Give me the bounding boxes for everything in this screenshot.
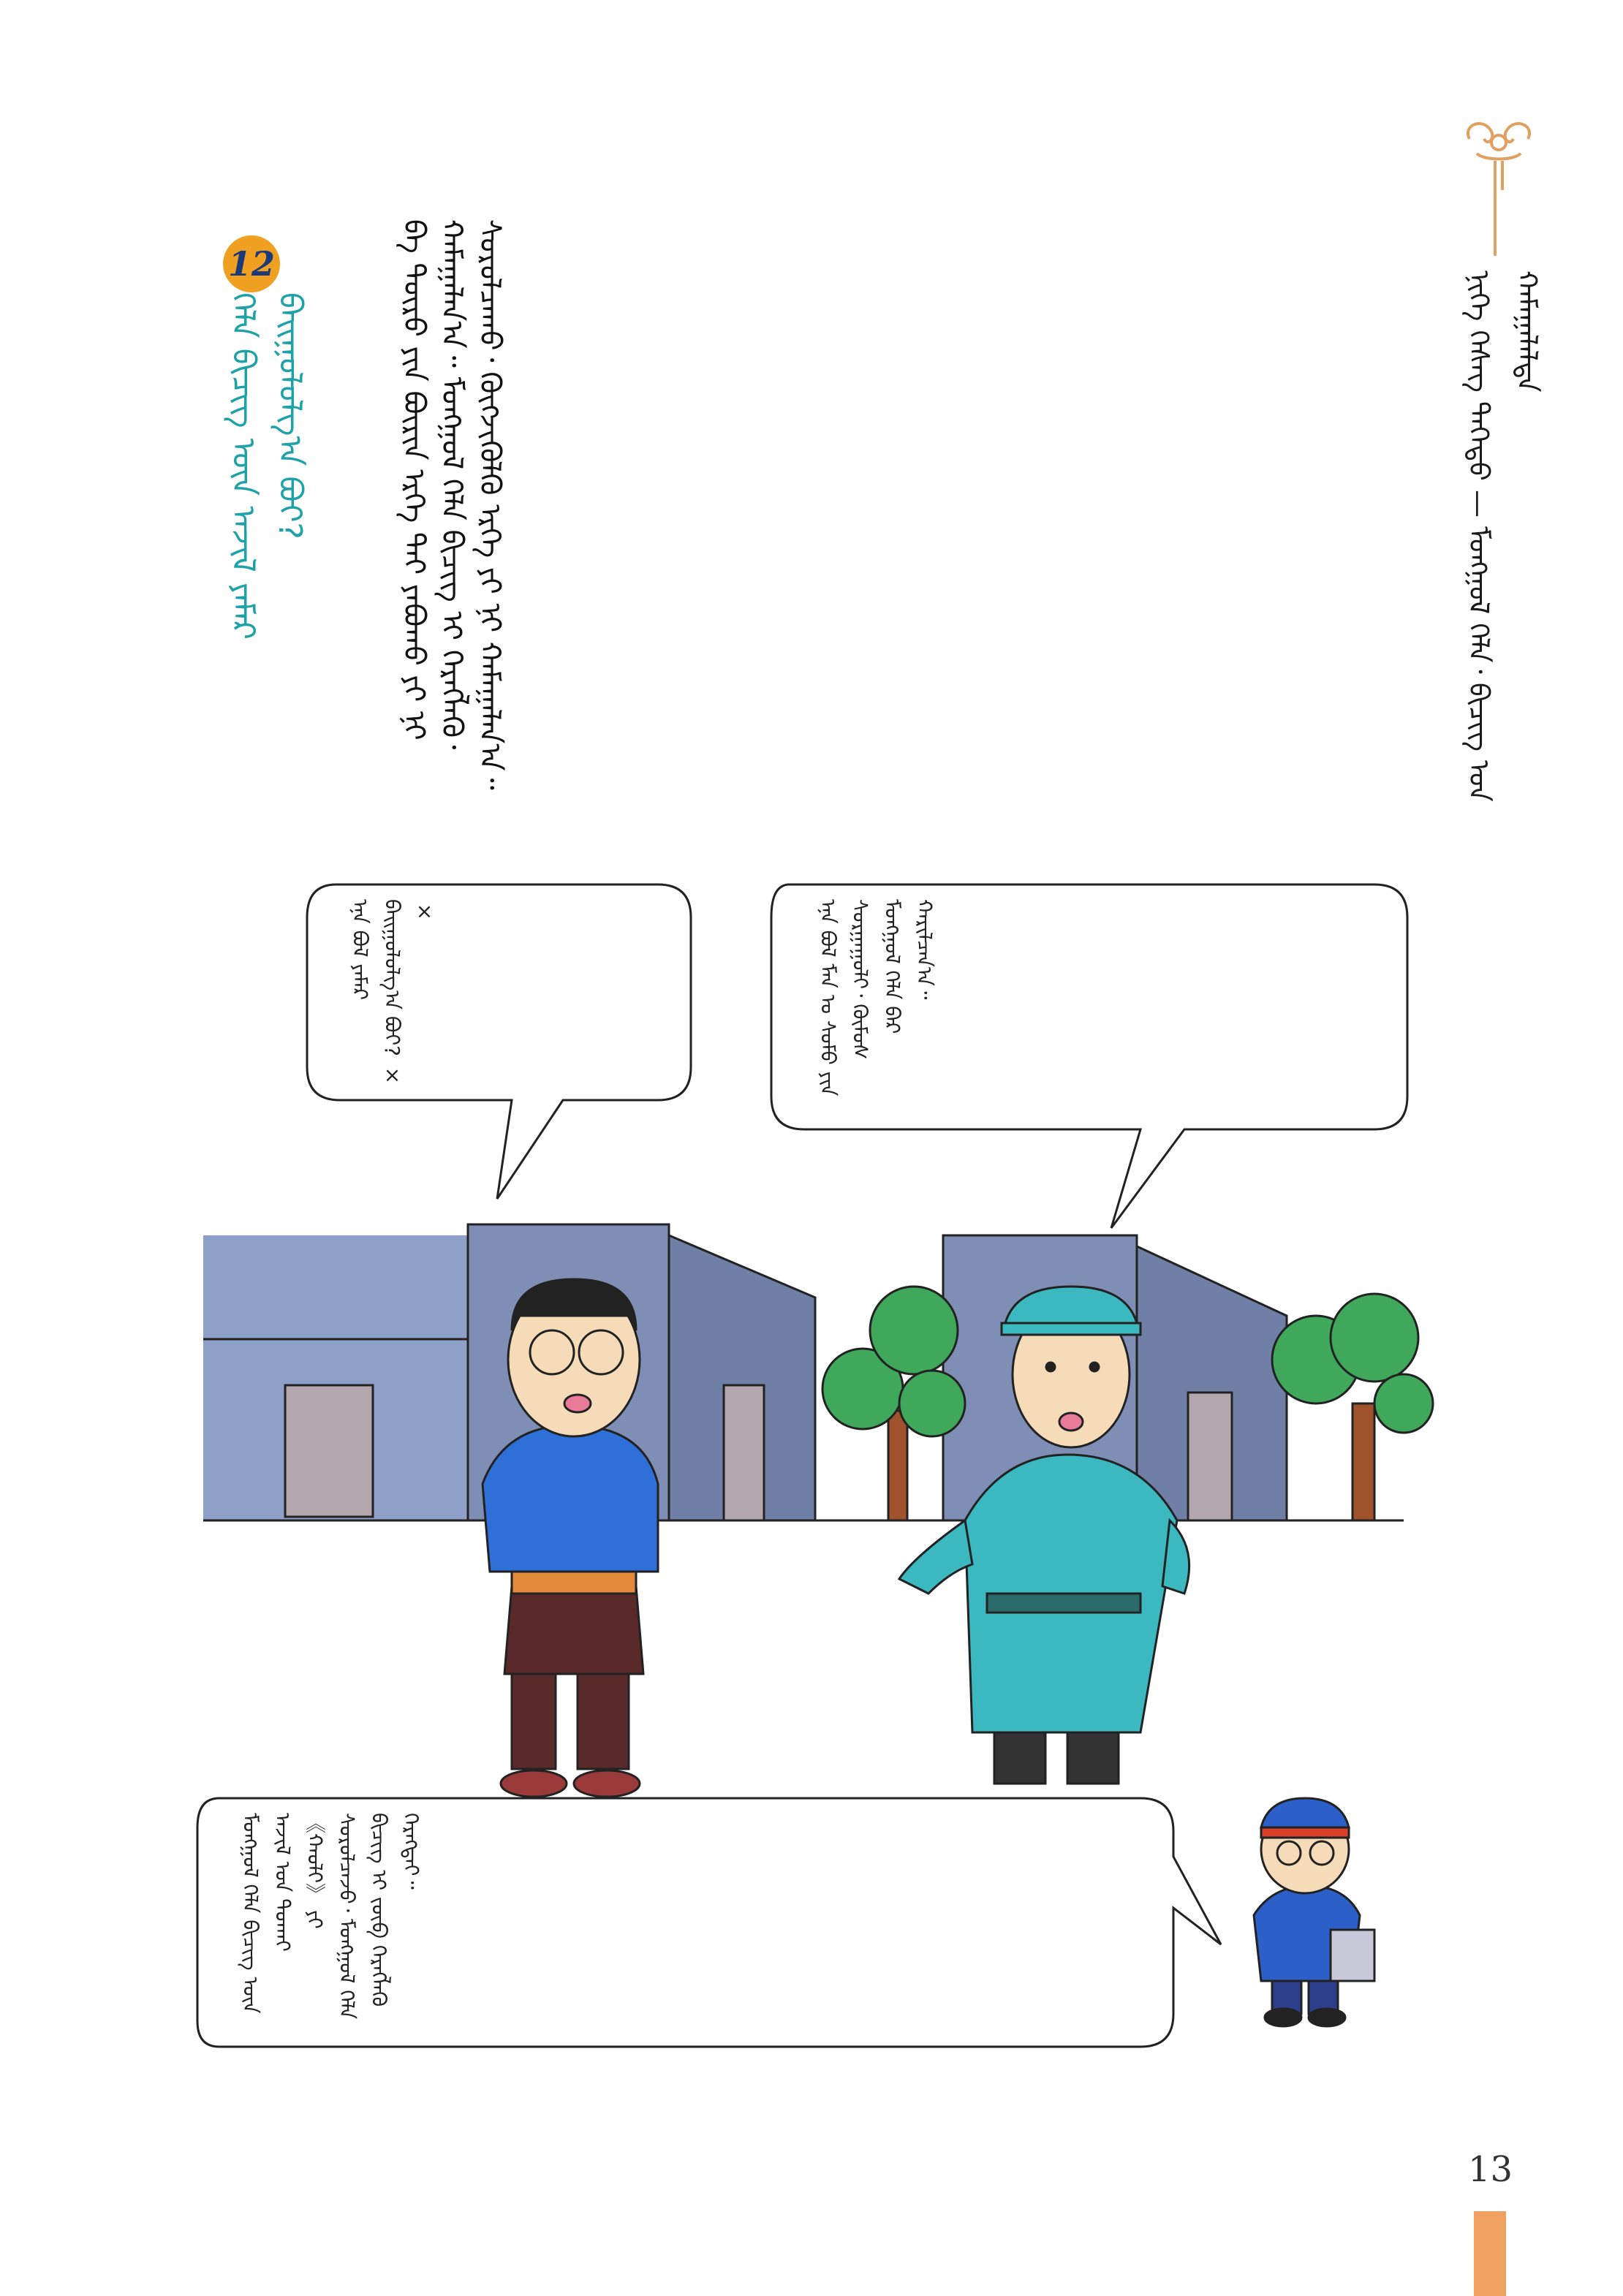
man-blue-shirt: [483, 1279, 658, 1797]
tree-right: [1272, 1294, 1433, 1520]
question-heading: ᠬᠡᠯᠡ ᠪᠢᠴᠢᠭ ᠦᠨ ᠠᠵᠢᠯ ᠶᠠᠮᠠᠷ ᠪᠠᠢᠭᠤᠯᠤᠯᠭ᠎ᠠ ᠪᠤᠢ?: [224, 292, 309, 640]
building-left-door: [285, 1385, 373, 1517]
page-number: 13: [1468, 2149, 1513, 2190]
question-number-badge: 12: [223, 235, 280, 292]
building-right-door: [1188, 1393, 1232, 1520]
page-tab: [1474, 2211, 1506, 2296]
building-left-side-door: [724, 1385, 764, 1520]
speech-bubble-bottom-text: ᠮᠣᠩᠭᠣᠯ ᠬᠡᠯᠡ ᠪᠢᠴᠢᠭ ᠦᠨ ᠠᠵᠢᠯ ᠤᠨ ᠲᠤᠬᠠᠢ 《ᠬᠠᠤᠯᠢ》 ᠶᠢ ᠰᠤᠷᠤᠯᠴᠠᠵᠤ᠂ ᠮᠣᠩᠭᠣᠯ ᠬᠡᠯᠡ ᠪᠢᠴᠢᠭ ᠢ ᠵᠥᠪ ᠬᠡᠷᠡᠭᠯᠡᠬᠦ ᠬᠡᠷᠡᠭᠲᠡᠢ᠃: [238, 1813, 423, 2020]
speech-bubble-left-text: ᠡᠨᠡ ᠪᠣᠯ ᠶᠠᠮᠠᠷ ᠪᠠᠢᠭᠤᠯᠤᠯᠭ᠎ᠠ ᠪᠤᠢ? × ×: [348, 899, 436, 1087]
speech-bubble-right-text: ᠡᠨᠡ ᠪᠣᠯ ᠮᠠᠨ ᠤ ᠰᠤᠮᠤ ᠶᠢᠨ ᠰᠤᠷᠭᠠᠭᠤᠯᠢ᠂ ᠬᠦᠮᠦᠰ ᠮᠣᠩᠭᠣᠯ ᠬᠡᠯᠡ ᠪᠡᠷ ᠬᠠᠷᠢᠯᠴᠠᠨ᠎ᠠ᠃: [816, 899, 937, 1096]
running-title: ᠨᠢᠭᠡ ᠬᠡᠰᠡᠭ ᠳᠡᠭᠡᠳᠦ — ᠮᠣᠩᠭᠣᠯ ᠬᠡᠯᠡ᠂ ᠪᠢᠴᠢᠭ ᠤᠨ ᠬᠠᠮᠠᠭᠠᠯᠠᠯᠲᠠ: [1463, 270, 1543, 802]
body-paragraph: ᠪᠠ ᠲᠦᠷᠦ ᠶᠢᠨ ᠪᠦᠷᠢᠨ ᠡᠷᠬᠡ ᠲᠠᠢ ᠶᠠᠪᠤᠬᠤ ᠶᠢ ᠨᠢ ᠬᠠᠮᠠᠭᠠᠯᠠᠨ᠎ᠠ᠃ ᠮᠣᠩᠭᠣᠯ ᠬᠡᠯᠡ ᠪᠢᠴᠢᠭ ᠢ ᠬᠡᠷᠡᠭᠯᠡᠬᠦ᠂ ᠰᠤᠷᠤᠯᠴᠠᠬᠤ᠂ ᠬᠦᠭᠵᠢᠭᠦᠯᠬᠦ ᠡᠷᠬᠡ ᠶᠢ ᠨᠢ ᠬᠠᠮᠠᠭᠠᠯᠠᠨ᠎ᠠ᠃: [397, 219, 507, 790]
small-boy: [1254, 1798, 1374, 2026]
